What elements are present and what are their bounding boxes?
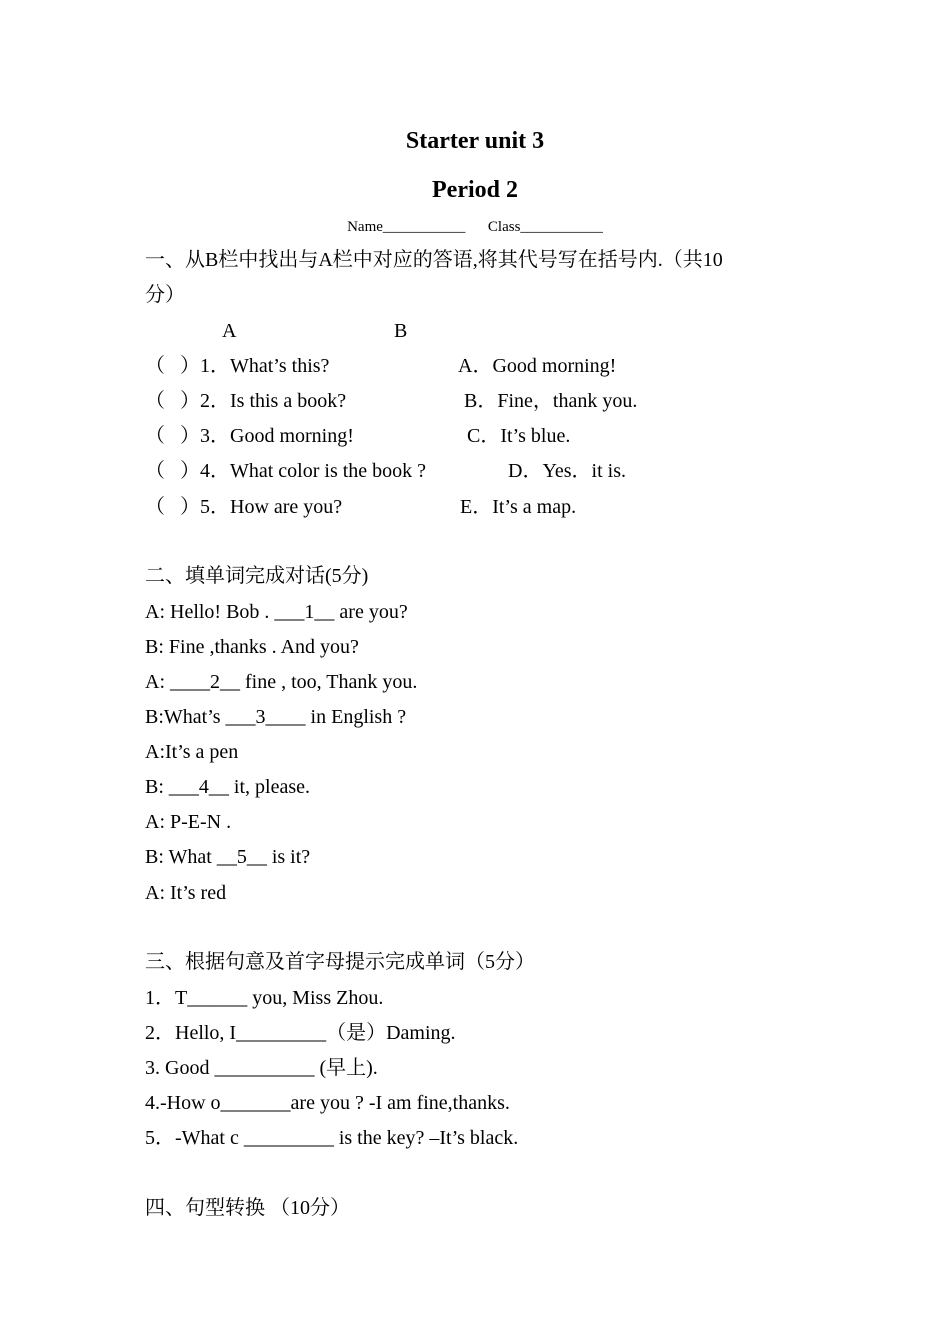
column-a-label: A xyxy=(222,320,237,342)
section2-heading: 二、填单词完成对话(5分) xyxy=(145,565,369,587)
matching-question-5: （ ）5．How are you? xyxy=(145,496,343,518)
word-completion-item: 1．T______ you, Miss Zhou. xyxy=(145,987,384,1009)
dialogue-line: A: ____2__ fine , too, Thank you. xyxy=(145,671,418,693)
word-completion-item: 2．Hello, I_________（是）Daming. xyxy=(145,1022,456,1044)
matching-question-2: （ ）2．Is this a book? xyxy=(145,390,347,412)
matching-answer-a: A．Good morning! xyxy=(458,355,617,377)
matching-question-4: （ ）4．What color is the book ? xyxy=(145,460,427,482)
matching-answer-c: C．It’s blue. xyxy=(467,425,571,447)
word-completion-item: 5．-What c _________ is the key? –It’s black. xyxy=(145,1127,519,1149)
page-title: Starter unit 3 xyxy=(405,128,545,154)
dialogue-line: B: Fine ,thanks . And you? xyxy=(145,636,359,658)
word-completion-item: 3. Good __________ (早上). xyxy=(145,1057,378,1079)
matching-answer-e: E．It’s a map. xyxy=(460,496,577,518)
page-subtitle: Period 2 xyxy=(432,177,518,203)
matching-answer-d: D．Yes．it is. xyxy=(508,460,626,482)
section4-heading: 四、句型转换 （10分） xyxy=(145,1197,350,1219)
name-field-label: Name___________ xyxy=(347,219,466,235)
section3-heading: 三、根据句意及首字母提示完成单词（5分） xyxy=(145,951,535,973)
name-class-line xyxy=(0,217,950,237)
class-field-label: Class___________ xyxy=(487,219,603,235)
dialogue-line: B:What’s ___3____ in English ? xyxy=(145,706,407,728)
section1-heading-line2: 分） xyxy=(145,284,185,306)
dialogue-line: A: P-E-N . xyxy=(145,811,232,833)
matching-question-1: （ ）1．What’s this? xyxy=(145,355,330,377)
section1-heading-line1: 一、从B栏中找出与A栏中对应的答语,将其代号写在括号内.（共10 xyxy=(145,249,723,271)
word-completion-item: 4.-How o_______are you ? -I am fine,thanks. xyxy=(145,1092,510,1114)
matching-question-3: （ ）3．Good morning! xyxy=(145,425,354,447)
matching-answer-b: B．Fine，thank you. xyxy=(464,390,638,412)
dialogue-line: B: What __5__ is it? xyxy=(145,846,311,868)
column-b-label: B xyxy=(394,320,408,342)
dialogue-line: A: It’s red xyxy=(145,882,227,904)
dialogue-line: B: ___4__ it, please. xyxy=(145,776,310,798)
dialogue-line: A: Hello! Bob . ___1__ are you? xyxy=(145,601,408,623)
dialogue-line: A:It’s a pen xyxy=(145,741,239,763)
